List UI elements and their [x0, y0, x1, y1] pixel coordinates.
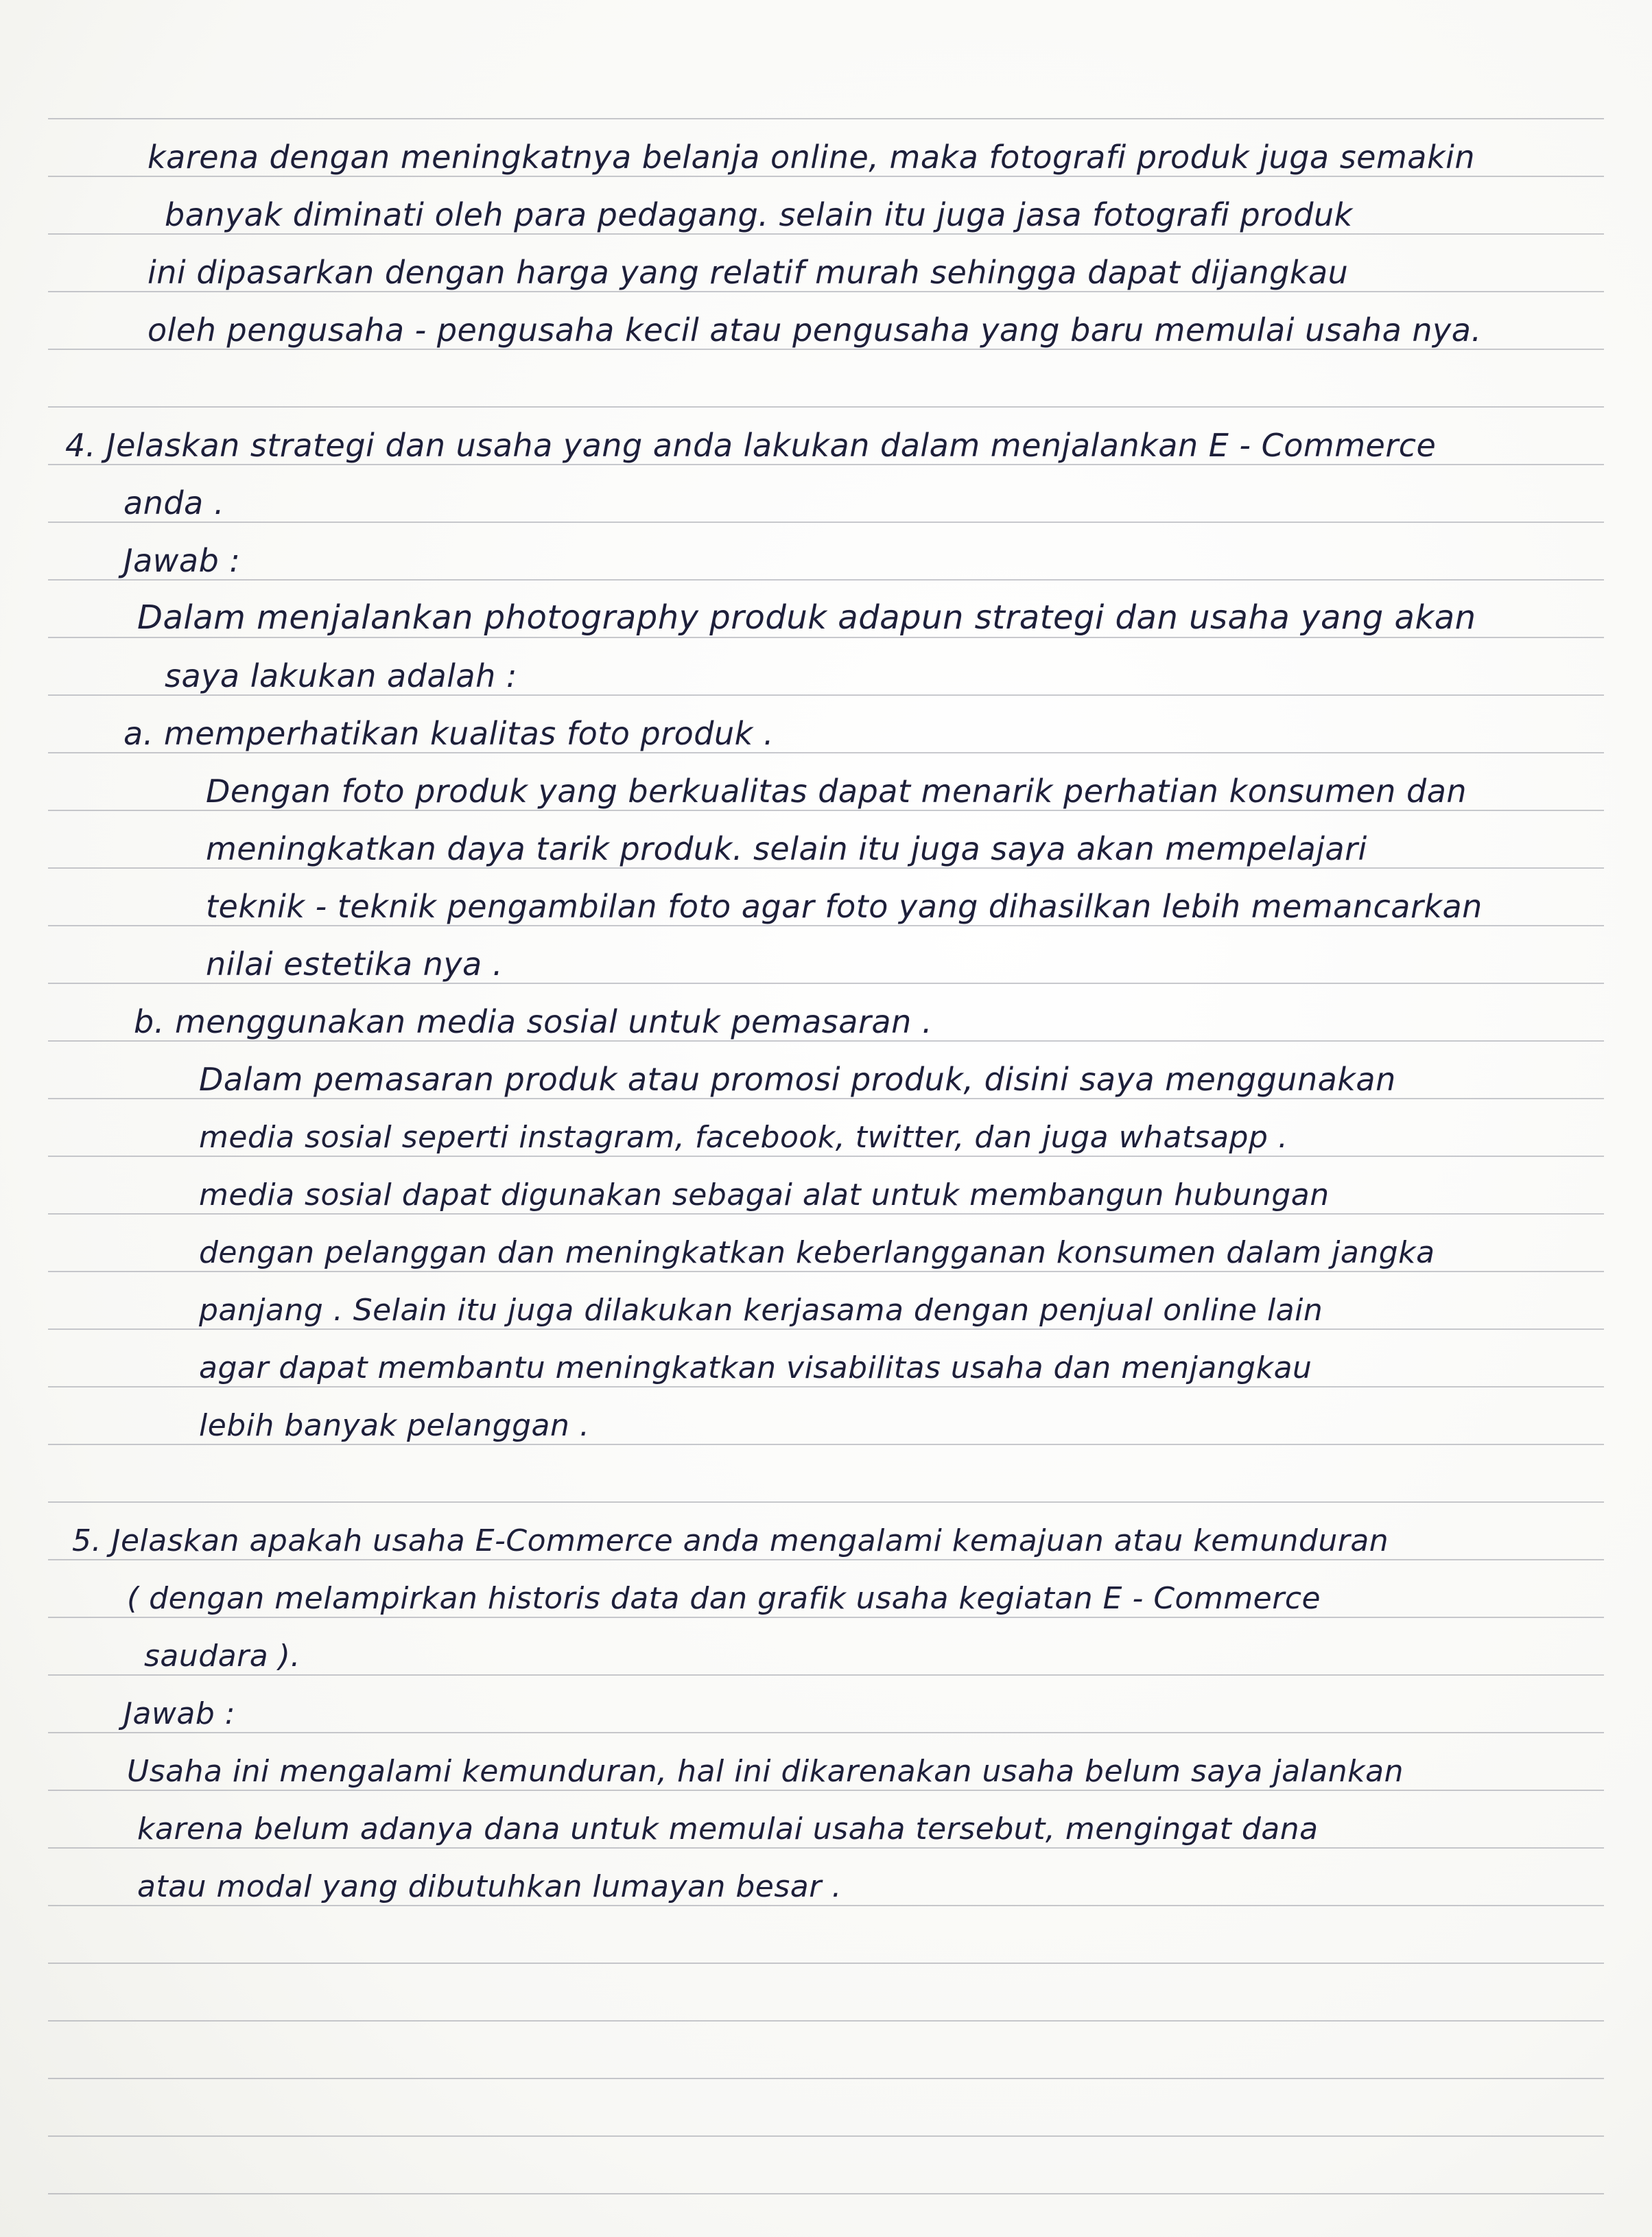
list-item-b [0, 1003, 1652, 1042]
line-text: saya lakukan adalah : [165, 657, 517, 694]
text-line [0, 598, 1652, 638]
text-line [0, 312, 1652, 350]
line-text: Dalam menjalankan photography produk adapun strategi dan usaha yang akan [137, 598, 1476, 637]
line-text: lebih banyak pelanggan . [199, 1408, 590, 1443]
ruled-line [48, 406, 1604, 408]
text-line [0, 1408, 1652, 1445]
text-line [0, 1812, 1652, 1849]
text-line [0, 139, 1652, 177]
ruled-line [48, 2193, 1604, 2194]
line-text: Dengan foto produk yang berkualitas dapat menarik perhatian konsumen dan [206, 773, 1467, 810]
line-text: dengan pelanggan dan meningkatkan keberlangganan konsumen dalam jangka [199, 1235, 1435, 1270]
line-text: Jawab : [123, 1696, 236, 1731]
text-line [0, 196, 1652, 235]
text-line [0, 1120, 1652, 1157]
line-text: ( dengan melampirkan historis data dan grafik usaha kegiatan E - Commerce [127, 1581, 1321, 1616]
line-text: Usaha ini mengalami kemunduran, hal ini dikarenakan usaha belum saya jalankan [127, 1754, 1404, 1789]
question-5-line [0, 1639, 1652, 1676]
line-text: saudara ). [144, 1639, 300, 1674]
line-text: 4. Jelaskan strategi dan usaha yang anda lakukan dalam menjalankan E - Commerce [65, 427, 1437, 464]
text-line [0, 888, 1652, 926]
question-5-line [0, 1581, 1652, 1618]
text-line [0, 1178, 1652, 1215]
ruled-line [48, 2135, 1604, 2137]
question-5-line [0, 1523, 1652, 1560]
line-text: banyak diminati oleh para pedagang. selain itu juga jasa fotografi produk [165, 196, 1353, 233]
line-text: 5. Jelaskan apakah usaha E-Commerce anda mengalami kemajuan atau kemunduran [72, 1523, 1389, 1558]
text-line [0, 657, 1652, 696]
ruled-line [48, 1501, 1604, 1503]
text-line [0, 1350, 1652, 1387]
question-4-line [0, 427, 1652, 465]
line-text: karena belum adanya dana untuk memulai usaha tersebut, mengingat dana [137, 1812, 1319, 1847]
text-line [0, 1293, 1652, 1330]
line-text: anda . [123, 484, 224, 522]
line-text: agar dapat membantu meningkatkan visabilitas usaha dan menjangkau [199, 1350, 1312, 1385]
ruled-line [48, 2020, 1604, 2022]
line-text: nilai estetika nya . [206, 946, 503, 983]
answer-label [0, 1696, 1652, 1733]
text-line [0, 946, 1652, 984]
ruled-line [48, 2078, 1604, 2079]
line-text: karena dengan meningkatnya belanja online, maka fotografi produk juga semakin [148, 139, 1476, 176]
line-text: oleh pengusaha - pengusaha kecil atau pengusaha yang baru memulai usaha nya. [148, 312, 1482, 349]
line-text: media sosial seperti instagram, facebook, twitter, dan juga whatsapp . [199, 1120, 1288, 1155]
line-text: panjang . Selain itu juga dilakukan kerjasama dengan penjual online lain [199, 1293, 1323, 1328]
text-line [0, 254, 1652, 292]
ruled-line [48, 1963, 1604, 1964]
question-4-line [0, 484, 1652, 523]
line-text: teknik - teknik pengambilan foto agar foto yang dihasilkan lebih memancarkan [206, 888, 1483, 925]
ruled-line [48, 118, 1604, 119]
line-text: ini dipasarkan dengan harga yang relatif murah sehingga dapat dijangkau [148, 254, 1349, 291]
line-text: a. memperhatikan kualitas foto produk . [123, 715, 775, 752]
text-line [0, 1061, 1652, 1099]
line-text: Dalam pemasaran produk atau promosi produk, disini saya menggunakan [199, 1061, 1396, 1098]
line-text: b. menggunakan media sosial untuk pemasaran . [134, 1003, 932, 1040]
answer-label [0, 542, 1652, 581]
text-line [0, 1869, 1652, 1906]
text-line [0, 773, 1652, 811]
text-line [0, 1754, 1652, 1791]
line-text: atau modal yang dibutuhkan lumayan besar . [137, 1869, 842, 1904]
text-line [0, 1235, 1652, 1272]
text-line [0, 830, 1652, 869]
line-text: Jawab : [123, 542, 241, 579]
line-text: meningkatkan daya tarik produk. selain itu juga saya akan mempelajari [206, 830, 1367, 867]
line-text: media sosial dapat digunakan sebagai alat untuk membangun hubungan [199, 1178, 1330, 1213]
list-item-a [0, 715, 1652, 753]
